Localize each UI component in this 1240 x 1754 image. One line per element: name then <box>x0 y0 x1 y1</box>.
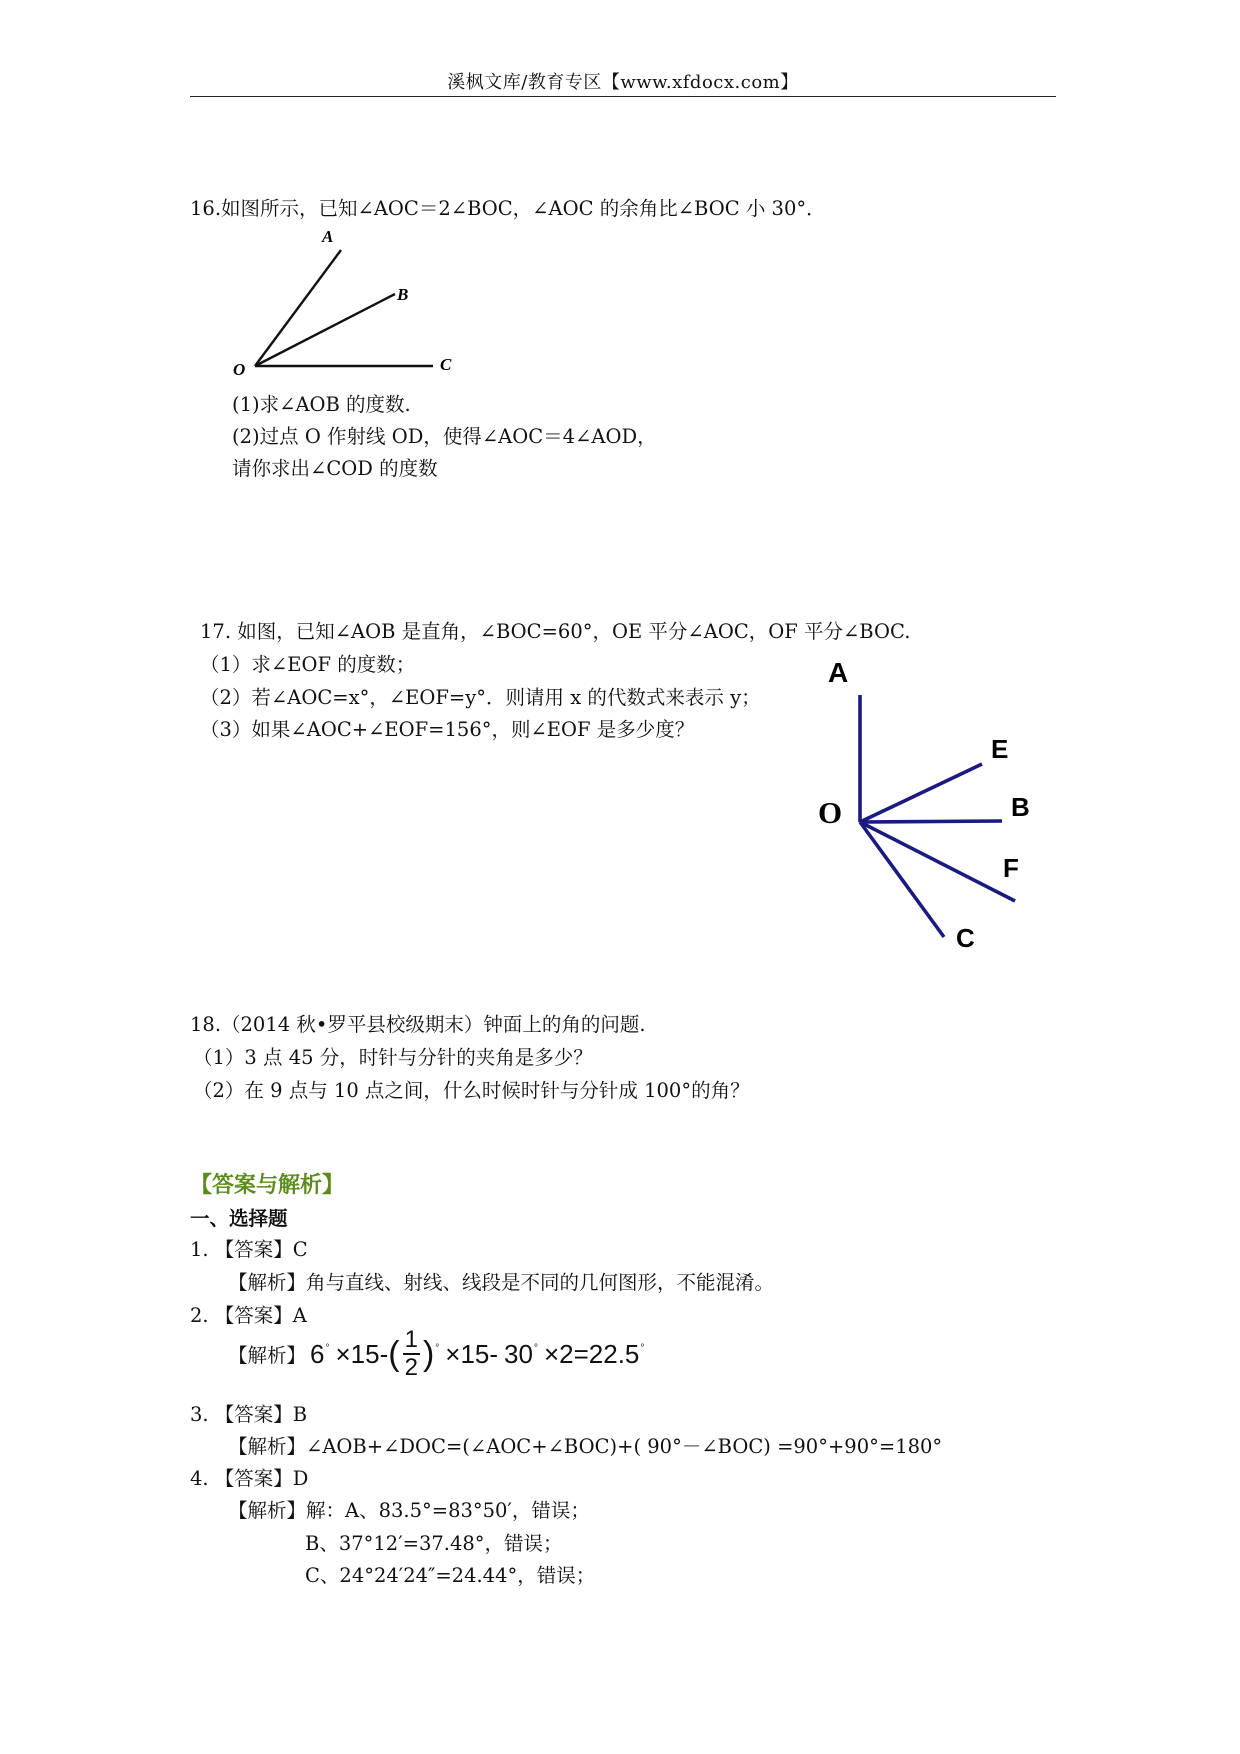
label-f: F <box>1003 853 1019 883</box>
ray-oa <box>255 250 341 366</box>
ray-ob <box>860 821 1002 822</box>
ray-ob <box>255 294 395 366</box>
formula-term: ×15- <box>335 1338 389 1369</box>
answer-4-explanation: 【解析】解：A、83.5°=83°50′，错误； <box>228 1499 590 1522</box>
degree-mark: ° <box>325 1342 330 1354</box>
section-choice-questions: 一、选择题 <box>190 1207 288 1230</box>
page-header: 溪枫文库/教育专区【www.xfdocx.com】 <box>447 72 799 93</box>
answer-4: 4. 【答案】D <box>190 1467 309 1490</box>
header-divider <box>190 96 1056 97</box>
paren-close: ) <box>422 1334 435 1373</box>
ray-of <box>860 822 1015 901</box>
paren-open: ( <box>388 1334 400 1373</box>
q16-stem: 16.如图所示，已知∠AOC＝2∠BOC，∠AOC 的余角比∠BOC 小 30°． <box>190 197 826 220</box>
answer-4-option-b: B、37°12′=37.48°，错误； <box>305 1532 563 1555</box>
label-o: O <box>233 360 246 379</box>
fraction-denominator: 2 <box>404 1354 418 1381</box>
answer-3-explanation: 【解析】∠AOB+∠DOC=(∠AOC+∠BOC)+( 90°－∠BOC) =90°+90°=180° <box>228 1435 943 1458</box>
answer-1-explanation: 【解析】角与直线、射线、线段是不同的几何图形，不能混淆。 <box>228 1271 775 1294</box>
degree-mark: ° <box>533 1342 538 1354</box>
answers-title: 【答案与解析】 <box>190 1173 345 1198</box>
answer-4-option-c: C、24°24′24″=24.44°，错误； <box>305 1564 596 1587</box>
q18-stem: 18.（2014 秋•罗平县校级期末）钟面上的角的问题. <box>190 1013 646 1036</box>
q17-part3: （3）如果∠AOC+∠EOF=156°，则∠EOF 是多少度？ <box>200 718 695 741</box>
label-b: B <box>1011 792 1030 822</box>
q18-part2: （2）在 9 点与 10 点之间，什么时候时针与分针成 100°的角？ <box>193 1079 750 1102</box>
label-c: C <box>440 355 452 374</box>
label-o: O <box>818 795 843 830</box>
ray-oe <box>860 764 982 822</box>
formula-term: ×15- <box>445 1338 499 1369</box>
q16-angle-figure <box>225 225 470 380</box>
answer-1: 1. 【答案】C <box>190 1238 308 1261</box>
formula-term: =22.5 <box>573 1338 640 1369</box>
q16-part1: (1)求∠AOB 的度数. <box>232 393 411 416</box>
answer-2: 2. 【答案】A <box>190 1304 307 1327</box>
answer-2-formula <box>310 1328 644 1380</box>
label-c: C <box>956 923 975 953</box>
q18-part1: （1）3 点 45 分，时针与分针的夹角是多少？ <box>193 1046 593 1069</box>
q17-rays-figure <box>810 660 1070 960</box>
degree-mark: ° <box>435 1342 440 1354</box>
answer-2-explanation <box>228 1322 644 1386</box>
q16-part2: (2)过点 O 作射线 OD，使得∠AOC＝4∠AOD， <box>232 425 657 448</box>
label-e: E <box>991 734 1009 764</box>
q16-part2-cont: 请你求出∠COD 的度数 <box>232 457 438 480</box>
q17-part2: （2）若∠AOC=x°，∠EOF=y°．则请用 x 的代数式来表示 y； <box>200 686 761 709</box>
fraction <box>403 1328 420 1380</box>
q17-part1: （1）求∠EOF 的度数； <box>200 653 416 676</box>
formula-term: 30 <box>504 1338 533 1369</box>
explanation-label: 【解析】 <box>228 1344 307 1367</box>
q17-stem: 17. 如图，已知∠AOB 是直角，∠BOC=60°，OE 平分∠AOC，OF 平分∠BOC. <box>200 620 911 643</box>
label-a: A <box>322 227 334 246</box>
formula-term: 6 <box>310 1338 325 1369</box>
answer-3: 3. 【答案】B <box>190 1403 308 1426</box>
degree-mark: ° <box>640 1342 645 1354</box>
ray-oc <box>860 822 944 937</box>
fraction-numerator: 1 <box>404 1326 418 1353</box>
label-a: A <box>828 660 849 688</box>
formula-term: ×2 <box>543 1338 574 1369</box>
label-b: B <box>397 285 409 304</box>
